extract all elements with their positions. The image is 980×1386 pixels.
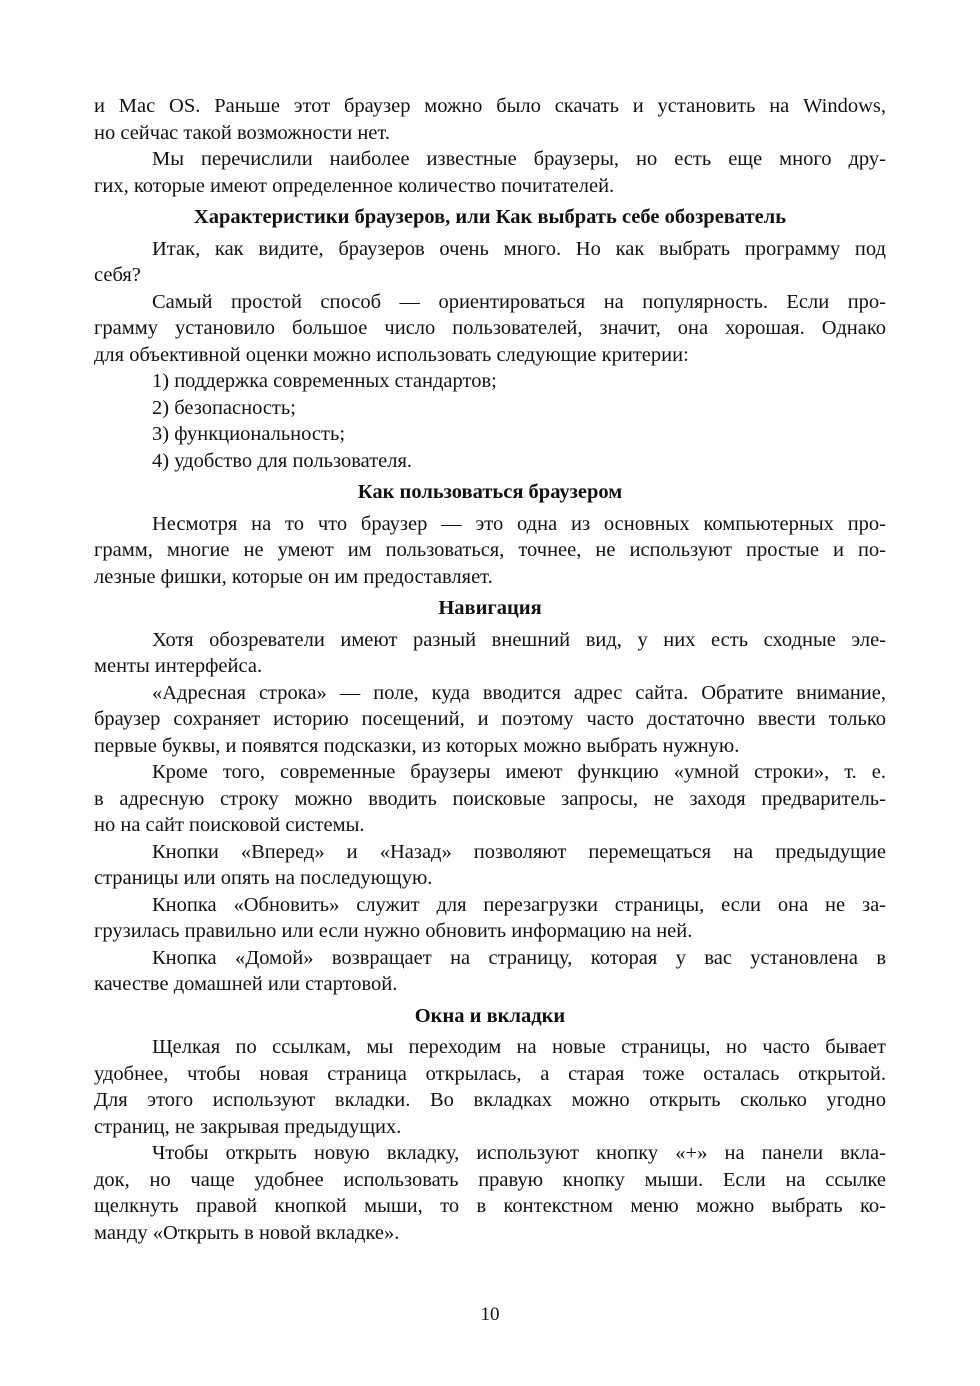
list-item: 3) функциональность; <box>152 423 346 445</box>
paragraph <box>94 680 886 760</box>
text-line: гих, которые имеют определенное количество почитателей. <box>94 174 615 197</box>
section-heading: Навигация <box>438 597 542 619</box>
text-line: но сейчас такой возможности нет. <box>94 121 390 144</box>
text-line: Кнопка «Обновить» служит для перезагрузки страницы, если она не за- <box>152 893 886 916</box>
text-line: грамму установило большое число пользователей, значит, она хорошая. Однако <box>94 317 886 339</box>
paragraph <box>94 236 886 289</box>
paragraph <box>94 289 886 369</box>
text-line: «Адресная строка» — поле, куда вводится адрес сайта. Обратите внимание, <box>152 681 886 704</box>
list-item: 4) удобство для пользователя. <box>152 449 413 472</box>
text-line: Кроме того, современные браузеры имеют функцию «умной строки», т. е. <box>152 761 886 783</box>
text-line: в адресную строку можно вводить поисковые запросы, не заходя предваритель- <box>94 787 886 810</box>
paragraph <box>94 93 886 146</box>
text-line: Щелкая по ссылкам, мы переходим на новые страницы, но часто бывает <box>152 1036 886 1058</box>
text-line: Самый простой способ — ориентироваться на популярность. Если про- <box>152 290 886 313</box>
text-line: грузилась правильно или если нужно обновить информацию на ней. <box>94 920 693 942</box>
text-line: щелкнуть правой кнопкой мыши, то в контекстном меню можно выбрать ко- <box>94 1195 886 1217</box>
text-line: Кнопка «Домой» возвращает на страницу, которая у вас установлена в <box>152 946 886 969</box>
criteria-list <box>94 368 886 474</box>
text-line: для объективной оценки можно использовать следующие критерии: <box>94 343 689 366</box>
text-line: лезные фишки, которые он им предоставляет. <box>94 565 493 588</box>
page-number: 10 <box>480 1304 500 1325</box>
paragraph <box>94 1140 886 1246</box>
text-line: страниц, не закрывая предыдущих. <box>94 1115 402 1138</box>
text-line: менты интерфейса. <box>94 655 263 677</box>
text-line: Чтобы открыть новую вкладку, используют кнопку «+» на панели вкла- <box>152 1142 886 1164</box>
text-line: браузер сохраняет историю посещений, и поэтому часто достаточно ввести только <box>94 708 886 730</box>
text-line: док, но чаще удобнее использовать правую кнопку мыши. Если на ссылке <box>94 1168 886 1191</box>
paragraph <box>94 839 886 892</box>
paragraph <box>94 511 886 591</box>
text-line: Кнопки «Вперед» и «Назад» позволяют перемещаться на предыдущие <box>152 840 886 863</box>
paragraph <box>94 759 886 839</box>
text-line: первые буквы, и появятся подсказки, из которых можно выбрать нужную. <box>94 734 740 757</box>
text-line: манду «Открыть в новой вкладке». <box>94 1221 400 1244</box>
paragraph <box>94 945 886 998</box>
text-line: качестве домашней или стартовой. <box>94 973 398 995</box>
text-line: грамм, многие не умеют им пользоваться, точнее, не используют простые и по- <box>94 539 886 561</box>
text-line: себя? <box>94 264 141 286</box>
paragraph <box>94 1034 886 1140</box>
text-line: Для этого используют вкладки. Во вкладках можно открыть сколько угодно <box>94 1089 886 1111</box>
paragraph <box>94 146 886 199</box>
text-line: Мы перечислили наиболее известные браузеры, но есть еще много дру- <box>152 148 886 170</box>
page-body <box>94 93 886 1246</box>
paragraph <box>94 627 886 680</box>
section-heading: Как пользоваться браузером <box>357 481 623 503</box>
text-line: Несмотря на то что браузер — это одна из основных компьютерных про- <box>152 512 886 535</box>
section-heading: Характеристики браузеров, или Как выбрать себе обозреватель <box>193 206 787 228</box>
section-heading: Окна и вкладки <box>414 1004 566 1027</box>
text-line: Итак, как видите, браузеров очень много. Но как выбрать программу под <box>152 237 886 260</box>
text-line: страницы или опять на последующую. <box>94 867 433 889</box>
text-line: удобнее, чтобы новая страница открылась, а старая тоже осталась открытой. <box>94 1062 886 1085</box>
text-line: Хотя обозреватели имеют разный внешний вид, у них есть сходные эле- <box>152 628 886 651</box>
text-line: но на сайт поисковой системы. <box>94 814 365 836</box>
list-item: 2) безопасность; <box>152 396 296 419</box>
paragraph <box>94 892 886 945</box>
list-item: 1) поддержка современных стандартов; <box>152 370 497 392</box>
text-line: и Mac OS. Раньше этот браузер можно было скачать и установить на Windows, <box>94 95 886 117</box>
